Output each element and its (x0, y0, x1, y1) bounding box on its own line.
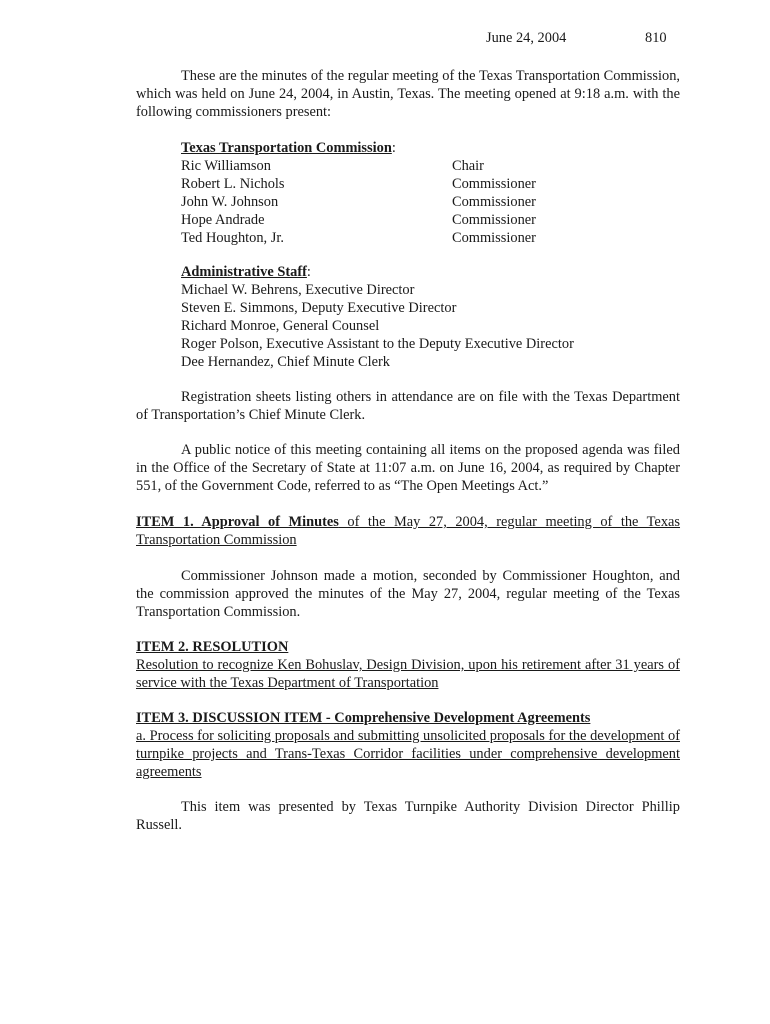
staff-member: Michael W. Behrens, Executive Director (181, 282, 415, 298)
item3-body: This item was presented by Texas Turnpike Authority Division Director Phillip Russell. (136, 799, 680, 833)
staff-heading (181, 263, 681, 281)
item2-subtitle: Resolution to recognize Ken Bohuslav, Design Division, upon his retirement after 31 years of service with the Texas Department of Transportation (136, 657, 680, 691)
item1-label: ITEM 1. Approval of Minutes (136, 514, 339, 530)
staff-heading-colon: : (306, 264, 311, 280)
commissioner-name: Ted Houghton, Jr. (181, 230, 284, 246)
commission-roster (181, 139, 681, 247)
staff-member: Steven E. Simmons, Deputy Executive Director (181, 300, 457, 316)
commissioner-row (181, 229, 681, 247)
commissioner-role: Chair (452, 158, 484, 174)
commissioner-row (181, 175, 681, 193)
intro-paragraph: These are the minutes of the regular meeting of the Texas Transportation Commission, which was held on June 24, 2004, in Austin, Texas. The meeting opened at 9:18 a.m. with the following commissioners present: (136, 68, 680, 120)
commissioner-role: Commissioner (452, 230, 536, 246)
staff-heading-text: Administrative Staff (181, 264, 307, 280)
staff-member: Roger Polson, Executive Assistant to the Deputy Executive Director (181, 336, 574, 352)
commissioner-role: Commissioner (452, 212, 536, 228)
commission-heading-colon: : (391, 140, 396, 156)
staff-roster (181, 263, 681, 371)
registration-paragraph: Registration sheets listing others in attendance are on file with the Texas Department of Transportation’s Chief Minute Clerk. (136, 389, 680, 423)
commissioner-name: Ric Williamson (181, 158, 271, 174)
staff-member: Dee Hernandez, Chief Minute Clerk (181, 354, 390, 370)
commissioner-row (181, 157, 681, 175)
commissioner-name: Hope Andrade (181, 212, 265, 228)
item1-body: Commissioner Johnson made a motion, seconded by Commissioner Houghton, and the commission approved the minutes of the May 27, 2004, regular meeting of the Texas Transportation Commission. (136, 568, 680, 620)
public-notice-paragraph: A public notice of this meeting containing all items on the proposed agenda was filed in the Office of the Secretary of State at 11:07 a.m. on June 16, 2004, as required by Chapter 551, of the Government Code, referred to as “The Open Meetings Act.” (136, 442, 680, 494)
item3-heading: ITEM 3. DISCUSSION ITEM - Comprehensive Development Agreements (136, 710, 591, 726)
item3-subtitle: a. Process for soliciting proposals and submitting unsolicited proposals for the development of turnpike projects and Trans-Texas Corridor facilities under comprehensive development agreements (136, 728, 680, 780)
commissioner-name: John W. Johnson (181, 194, 279, 210)
header-date: June 24, 2004 (486, 30, 567, 46)
commission-heading-text: Texas Transportation Commission (181, 140, 392, 156)
item1-title: of the May 27, 2004, regular meeting of the Texas Transportation Commission (136, 514, 681, 548)
commissioner-row (181, 193, 681, 211)
item2-heading: ITEM 2. RESOLUTION (136, 639, 289, 655)
commissioner-role: Commissioner (452, 194, 536, 210)
item1-heading (136, 513, 680, 549)
commissioner-name: Robert L. Nichols (181, 176, 285, 192)
commissioner-row (181, 211, 681, 229)
commission-heading (181, 139, 681, 157)
staff-member: Richard Monroe, General Counsel (181, 318, 380, 334)
page-number: 810 (645, 30, 667, 46)
commissioner-role: Commissioner (452, 176, 536, 192)
